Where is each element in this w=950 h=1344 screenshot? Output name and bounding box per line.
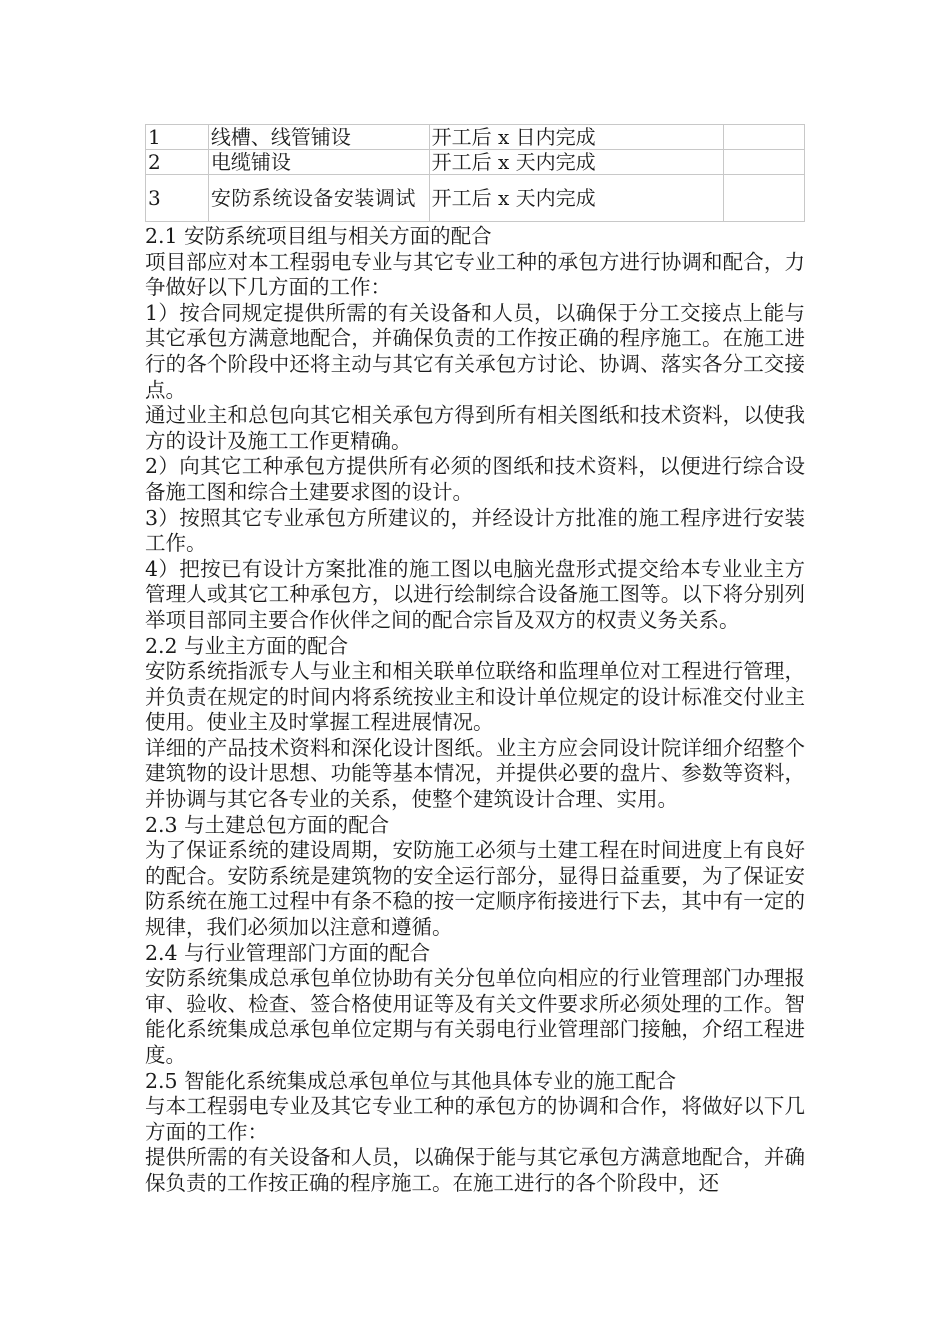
completion-time: 开工后 x 天内完成 [429, 150, 724, 175]
paragraph: 详细的产品技术资料和深化设计图纸。业主方应会同设计院详细介绍整个建筑物的设计思想、功能等基本情况，并提供必要的盘片、参数等资料，并协调与其它各专业的关系，使整个建筑设计合理、实用。 [145, 735, 805, 812]
section-heading: 2.5 智能化系统集成总承包单位与其他具体专业的施工配合 [145, 1068, 677, 1093]
document-page [145, 124, 805, 1197]
row-number: 2 [146, 150, 209, 175]
paragraph: 通过业主和总包向其它相关承包方得到所有相关图纸和技术资料，以使我方的设计及施工工作更精确。 [145, 403, 805, 453]
task-name: 安防系统设备安装调试 [208, 175, 429, 222]
remarks-cell [724, 175, 805, 222]
paragraph: 2）向其它工种承包方提供所有必须的图纸和技术资料，以便进行综合设备施工图和综合土建要求图的设计。 [145, 454, 805, 504]
paragraph: 1）按合同规定提供所需的有关设备和人员，以确保于分工交接点上能与其它承包方满意地配合，并确保负责的工作按正确的程序施工。在施工进行的各个阶段中还将主动与其它有关承包方讨论、协调、落实各分工交接点。 [145, 300, 805, 402]
completion-time: 开工后 x 日内完成 [429, 125, 724, 150]
table-row [146, 175, 805, 222]
remarks-cell [724, 125, 805, 150]
paragraph: 安防系统集成总承包单位协助有关分包单位向相应的行业管理部门办理报审、验收、检查、签合格使用证等及有关文件要求所必须处理的工作。智能化系统集成总承包单位定期与有关弱电行业管理部门接触，介绍工程进度。 [145, 966, 805, 1067]
row-number: 1 [146, 125, 209, 150]
section-heading: 2.1 安防系统项目组与相关方面的配合 [145, 224, 492, 248]
remarks-cell [724, 150, 805, 175]
row-number: 3 [146, 175, 209, 222]
paragraph: 4）把按已有设计方案批准的施工图以电脑光盘形式提交给本专业业主方管理人或其它工种承包方，以进行绘制综合设备施工图等。以下将分别列举项目部同主要合作伙伴之间的配合宗旨及双方的权责义务关系。 [145, 556, 805, 632]
paragraph: 项目部应对本工程弱电专业与其它专业工种的承包方进行协调和配合，力争做好以下几方面的工作： [145, 249, 805, 300]
paragraph: 安防系统指派专人与业主和相关联单位联络和监理单位对工程进行管理，并负责在规定的时间内将系统按业主和设计单位规定的设计标准交付业主使用。使业主及时掌握工程进展情况。 [145, 659, 805, 735]
task-name: 电缆铺设 [208, 150, 429, 175]
paragraph: 提供所需的有关设备和人员，以确保于能与其它承包方满意地配合，并确保负责的工作按正确的程序施工。在施工进行的各个阶段中，还 [145, 1145, 805, 1195]
task-name: 线槽、线管铺设 [208, 125, 429, 150]
paragraph: 为了保证系统的建设周期，安防施工必须与土建工程在时间进度上有良好的配合。安防系统是建筑物的安全运行部分，显得日益重要，为了保证安防系统在施工过程中有条不稳的按一定顺序衔接进行下去，其中有一定的规律，我们必须加以注意和遵循。 [145, 838, 805, 940]
table-row [146, 125, 805, 150]
paragraph: 3）按照其它专业承包方所建议的，并经设计方批准的施工程序进行安装工作。 [145, 505, 805, 556]
completion-time: 开工后 x 天内完成 [429, 175, 724, 222]
document-body [145, 224, 805, 1197]
table-row [146, 150, 805, 175]
section-heading: 2.3 与土建总包方面的配合 [145, 812, 390, 837]
paragraph: 与本工程弱电专业及其它专业工种的承包方的协调和合作，将做好以下几方面的工作： [145, 1094, 805, 1144]
section-heading: 2.4 与行业管理部门方面的配合 [145, 940, 431, 965]
section-heading: 2.2 与业主方面的配合 [145, 633, 349, 658]
schedule-table [145, 124, 805, 222]
